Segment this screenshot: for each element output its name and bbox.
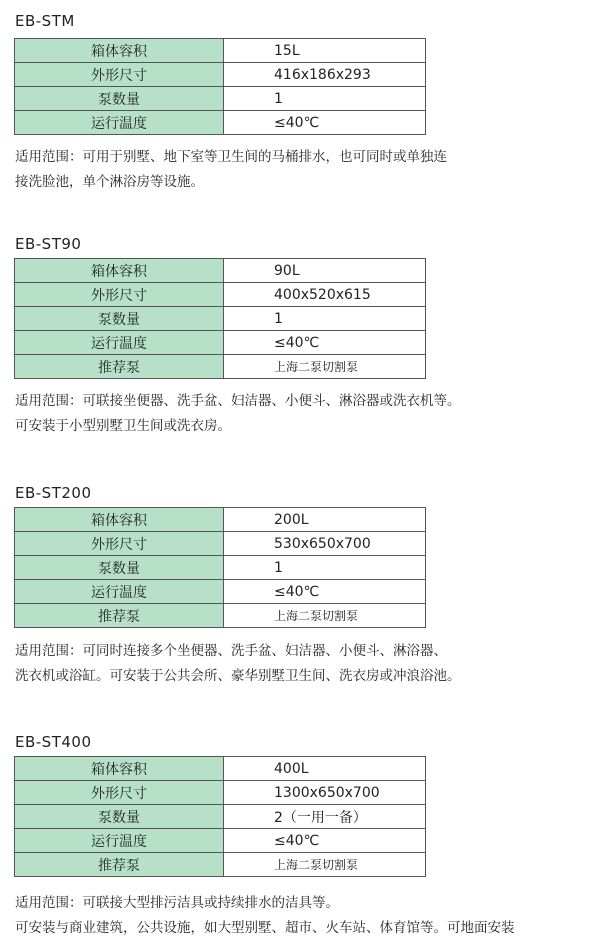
spec-row [15, 508, 426, 532]
spec-row [15, 307, 426, 331]
spec-label: 运行温度 [15, 331, 224, 355]
description-line: 适用范围：可用于别墅、地下室等卫生间的马桶排水，也可同时或单独连 [15, 149, 447, 165]
spec-label: 外形尺寸 [15, 781, 224, 805]
spec-row [15, 604, 426, 628]
spec-value: 1 [224, 87, 426, 111]
spec-value: 1 [224, 307, 426, 331]
model-title: EB-STM [15, 12, 75, 30]
spec-row [15, 781, 426, 805]
spec-table [14, 258, 426, 379]
model-title: EB-ST400 [15, 733, 92, 751]
description-line: 适用范围：可联接坐便器、洗手盆、妇洁器、小便斗、淋浴器或洗衣机等。 [15, 393, 461, 409]
spec-label: 推荐泵 [15, 355, 224, 379]
spec-row [15, 532, 426, 556]
spec-value: 2（一用一备） [224, 805, 426, 829]
spec-label: 外形尺寸 [15, 532, 224, 556]
description-line: 接洗脸池，单个淋浴房等设施。 [15, 174, 204, 190]
description [15, 639, 461, 689]
model-title: EB-ST90 [15, 235, 82, 253]
model-title: EB-ST200 [15, 484, 92, 502]
spec-value: ≤40℃ [224, 580, 426, 604]
spec-label: 泵数量 [15, 805, 224, 829]
spec-value: 400x520x615 [224, 283, 426, 307]
spec-value: ≤40℃ [224, 829, 426, 853]
spec-value: 1300x650x700 [224, 781, 426, 805]
spec-label: 泵数量 [15, 307, 224, 331]
spec-table [14, 507, 426, 628]
spec-row [15, 111, 426, 135]
spec-row [15, 556, 426, 580]
spec-row [15, 805, 426, 829]
description [15, 389, 461, 439]
description-line: 适用范围：可联接大型排污洁具或持续排水的洁具等。 [15, 895, 339, 911]
spec-row [15, 283, 426, 307]
description-line: 洗衣机或浴缸。可安装于公共会所、豪华别墅卫生间、洗衣房或冲浪浴池。 [15, 668, 461, 684]
spec-value: ≤40℃ [224, 331, 426, 355]
spec-value: 上海二泵切割泵 [224, 355, 426, 379]
spec-value: 416x186x293 [224, 63, 426, 87]
spec-label: 箱体容积 [15, 39, 224, 63]
spec-value: 200L [224, 508, 426, 532]
spec-table [14, 756, 426, 877]
spec-label: 泵数量 [15, 556, 224, 580]
spec-row [15, 829, 426, 853]
spec-row [15, 580, 426, 604]
spec-label: 运行温度 [15, 829, 224, 853]
spec-table [14, 38, 426, 135]
spec-value: 上海二泵切割泵 [224, 604, 426, 628]
spec-label: 外形尺寸 [15, 283, 224, 307]
spec-label: 推荐泵 [15, 853, 224, 877]
spec-row [15, 39, 426, 63]
spec-row [15, 87, 426, 111]
spec-value: 530x650x700 [224, 532, 426, 556]
spec-label: 泵数量 [15, 87, 224, 111]
spec-label: 箱体容积 [15, 259, 224, 283]
spec-label: 箱体容积 [15, 757, 224, 781]
spec-row [15, 331, 426, 355]
description-line: 可安装与商业建筑，公共设施，如大型别墅、超市、火车站、体育馆等。可地面安装 [15, 920, 515, 936]
spec-label: 运行温度 [15, 580, 224, 604]
description-line: 适用范围：可同时连接多个坐便器、洗手盆、妇洁器、小便斗、淋浴器、 [15, 643, 447, 659]
spec-value: 15L [224, 39, 426, 63]
description-line: 可安装于小型别墅卫生间或洗衣房。 [15, 418, 231, 434]
spec-label: 推荐泵 [15, 604, 224, 628]
spec-value: 1 [224, 556, 426, 580]
spec-value: 400L [224, 757, 426, 781]
description [15, 145, 447, 195]
spec-label: 运行温度 [15, 111, 224, 135]
description [15, 891, 515, 941]
spec-value: 上海二泵切割泵 [224, 853, 426, 877]
spec-label: 外形尺寸 [15, 63, 224, 87]
spec-row [15, 853, 426, 877]
spec-label: 箱体容积 [15, 508, 224, 532]
spec-value: ≤40℃ [224, 111, 426, 135]
spec-row [15, 63, 426, 87]
spec-row [15, 259, 426, 283]
spec-row [15, 757, 426, 781]
spec-row [15, 355, 426, 379]
spec-value: 90L [224, 259, 426, 283]
